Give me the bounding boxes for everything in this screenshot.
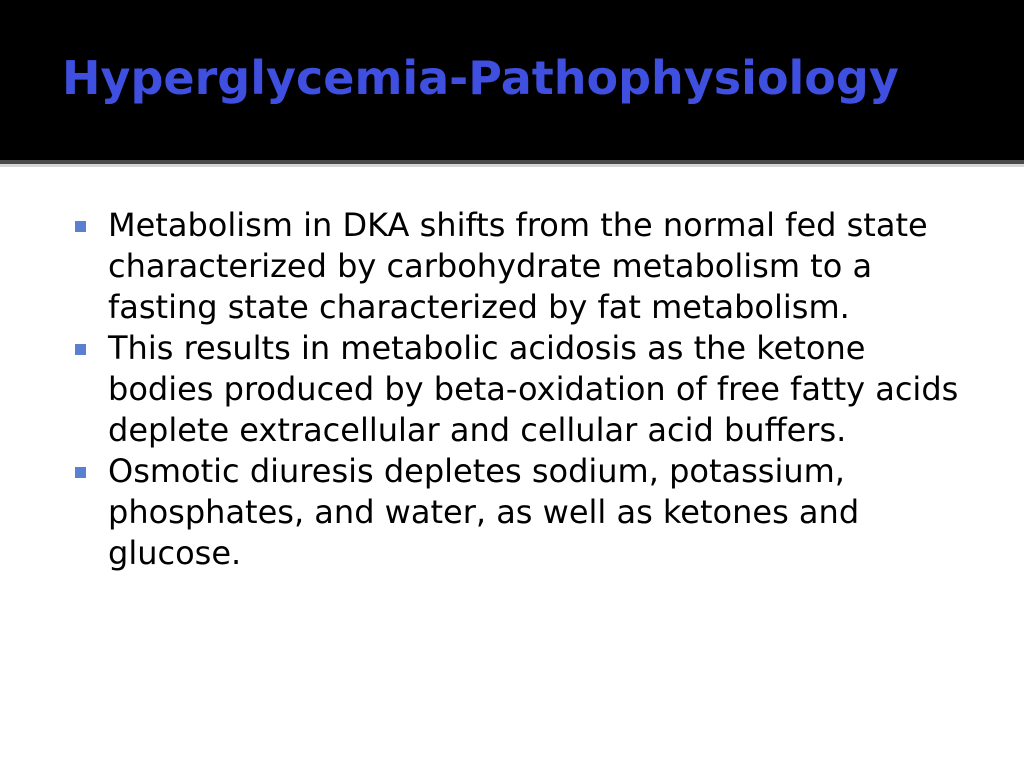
title-band	[0, 0, 1024, 160]
bullet-item	[0, 205, 968, 328]
bullet-text: Metabolism in DKA shifts from the normal fed state characterized by carbohydrate metabolism to a fasting state characterized by fat metabolism.	[108, 206, 928, 326]
bullet-text: This results in metabolic acidosis as the ketone bodies produced by beta-oxidation of free fatty acids deplete extracellular and cellular acid buffers.	[108, 329, 959, 449]
square-bullet-icon	[75, 344, 86, 355]
square-bullet-icon	[75, 467, 86, 478]
square-bullet-icon	[75, 221, 86, 232]
slide-title: Hyperglycemia-Pathophysiology	[62, 51, 899, 105]
bullet-item	[0, 328, 968, 451]
bullet-item	[0, 451, 968, 574]
bullet-list	[0, 205, 968, 574]
bullet-text: Osmotic diuresis depletes sodium, potassium, phosphates, and water, as well as ketones and glucose.	[108, 452, 860, 572]
title-divider-highlight	[0, 164, 1024, 167]
